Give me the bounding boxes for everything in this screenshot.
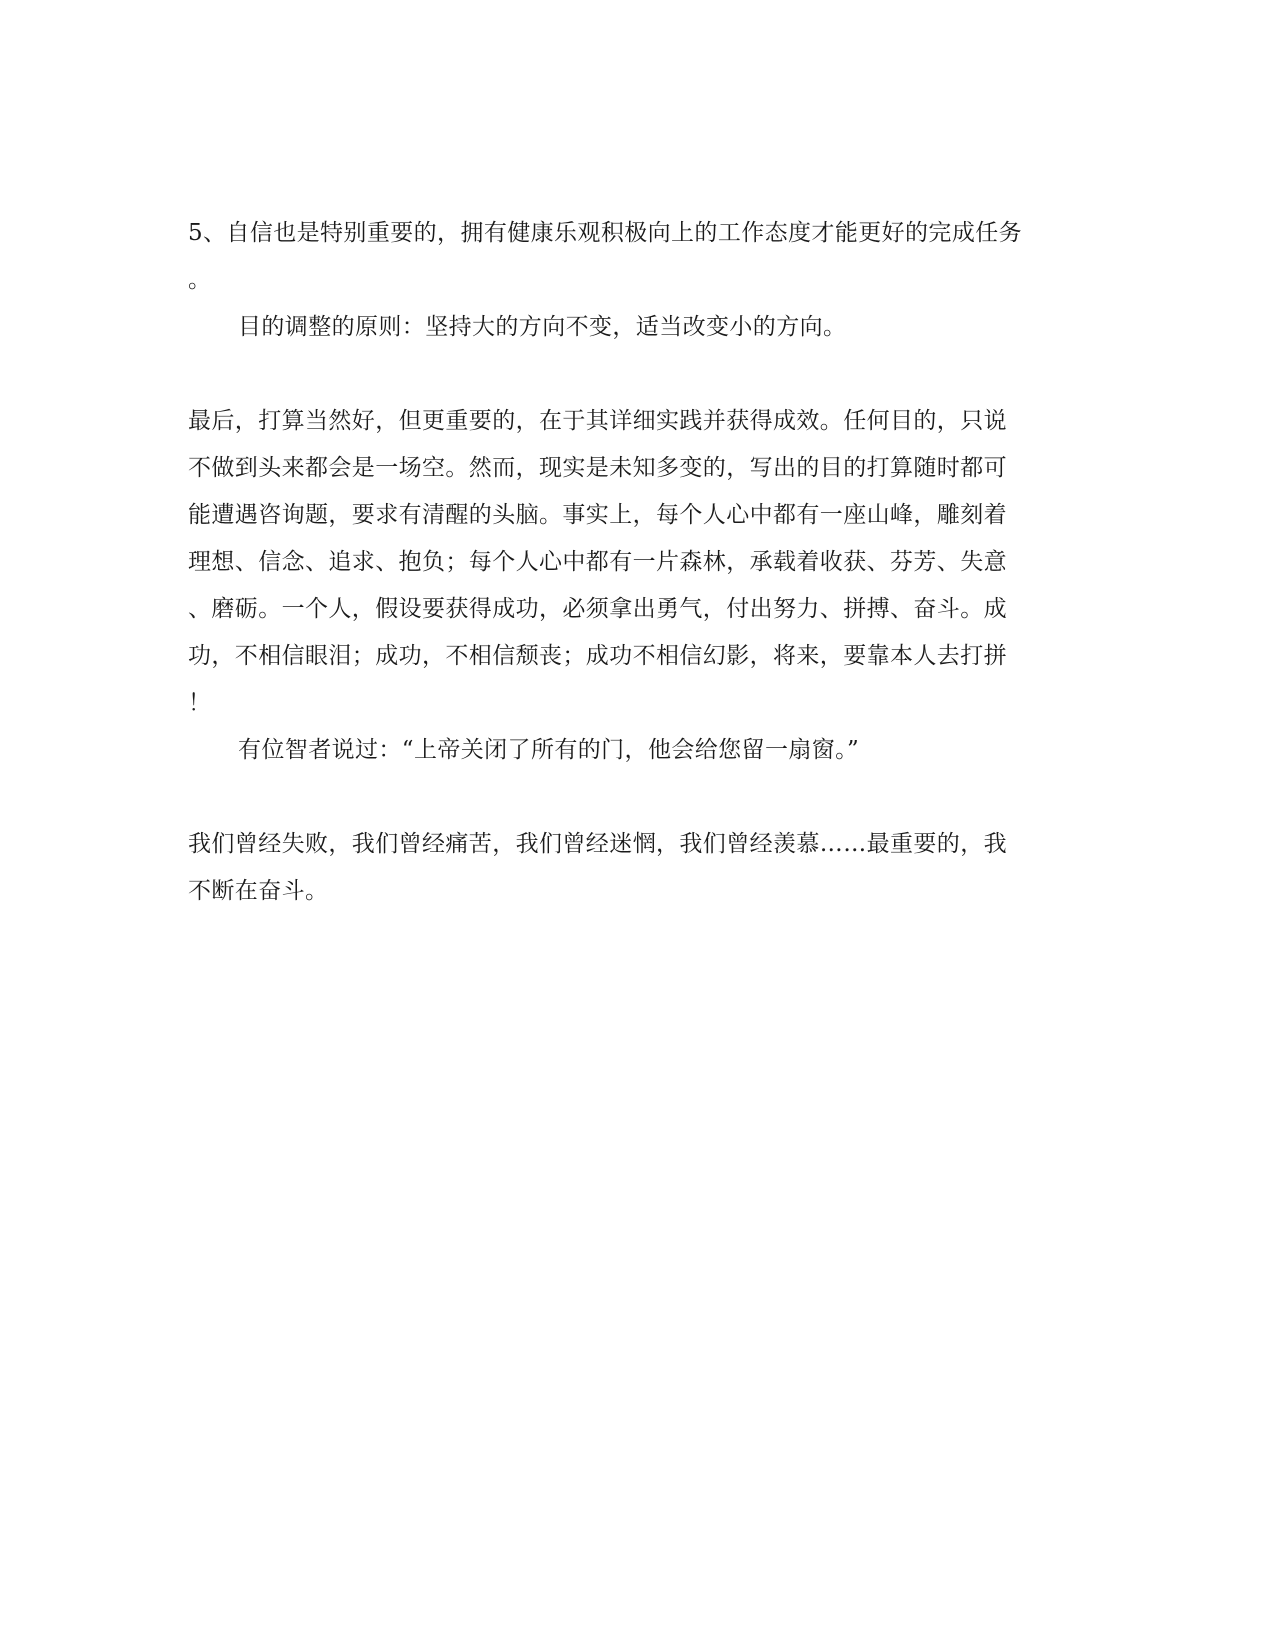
text-line: 。 bbox=[188, 267, 212, 293]
text-line: 目的调整的原则：坚持大的方向不变，适当改变小的方向。 bbox=[238, 314, 847, 340]
text-line: 不做到头来都会是一场空。然而，现实是未知多变的，写出的目的打算随时都可 bbox=[188, 455, 1007, 481]
text-line: 我们曾经失败，我们曾经痛苦，我们曾经迷惘，我们曾经羡慕……最重要的，我 bbox=[188, 831, 1007, 857]
text-line: 最后，打算当然好，但更重要的，在于其详细实践并获得成效。任何目的，只说 bbox=[188, 408, 1007, 434]
text-line: 理想、信念、追求、抱负；每个人心中都有一片森林，承载着收获、芬芳、失意 bbox=[188, 549, 1007, 575]
text-line: ！ bbox=[188, 690, 212, 716]
text-line: 不断在奋斗。 bbox=[188, 878, 329, 904]
text-line: 能遭遇咨询题，要求有清醒的头脑。事实上，每个人心中都有一座山峰，雕刻着 bbox=[188, 502, 1007, 528]
text-line: 功，不相信眼泪；成功，不相信颓丧；成功不相信幻影，将来，要靠本人去打拼 bbox=[188, 643, 1007, 669]
text-line: 5、自信也是特别重要的，拥有健康乐观积极向上的工作态度才能更好的完成任务 bbox=[188, 220, 1023, 246]
text-line: 、磨砺。一个人，假设要获得成功，必须拿出勇气，付出努力、拼搏、奋斗。成 bbox=[188, 596, 1007, 622]
text-line: 有位智者说过：“上帝关闭了所有的门，他会给您留一扇窗。” bbox=[238, 737, 860, 763]
